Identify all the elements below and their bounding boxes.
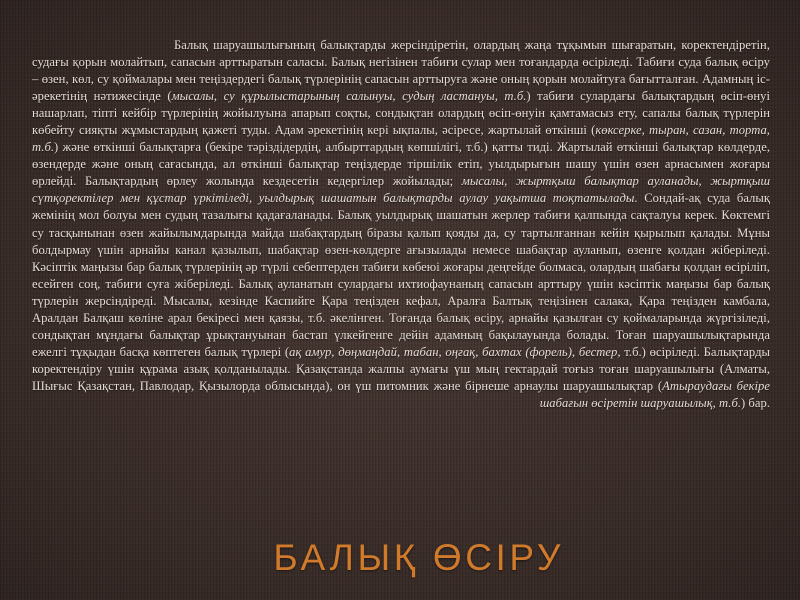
italic-run: мысалы, су құрылыстарының салынуы, судың ластануы, т.б. <box>171 89 527 104</box>
italic-run: мысалы, жыртқыш балықтар ауланады, жыртқыш сүтқоректілер мен құстар үркітіледі, уылдырық шашатын балықтарды аулау уақытша тоқтатылады <box>32 174 770 206</box>
italic-run: көксерке, тыран, сазан, торта, т.б. <box>32 123 770 155</box>
text-run: т.б.) өсіріледі. Балықтарды коректендіру үшін құрама азық қолданылады. Қазақстанда жалпы аумағы үш мың гектардай тоғыз тоған шаруашылығы (Алматы, Шығыс Қазақстан, Павлодар, Қызылорда облысында), он үш питомник және бірнеше арнаулы шаруашылықтар ( <box>32 344 771 393</box>
text-run: Балық шаруашылығының балықтарды жерсіндіретін, олардың жаңа тұқымын шығаратын, коректендіретін, судағы қорын молайтып, сапасын арттыратын саласы. Балық негізінен табиғи сулар мен тоғандарда өсіріледі. Табиғи суда балық өсіру – өзен, көл, су қоймалары мен теңіздердегі балық түрлерінің сапасын арттыруға және оның қорын молайтуға бағытталған. Адамның іс-әрекетінің нәтижесінде ( <box>32 38 770 104</box>
body-paragraph <box>32 37 770 412</box>
text-run: . Сондай-ақ суда балық жемінің мол болуы мен судың тазалығы қадағаланады. Балық уылдырық шашатын жерлер табиғи қалпында сақталуы керек. Көктемгі су тасқынынан өзен жайылымдарында майда шабақтардың біразы қалып қояды да, су тартылғаннан кейін қырылып қалады. Мұны болдырмау үшін арнайы канал қазылып, шабақтар өзен-көлдерге ағызылады немесе шабақтар ауланып, өзенге қолдан жіберіледі. Кәсіптік маңызы бар балық түрлерінің әр түрлі себептерден табиғи көбеюі жоғары деңгейде болмаса, олардың шабағы қолдан өсіріліп, есейген соң, табиғи суға жіберіледі. Балық ауланатын сулардағы ихтиофаунаның сапасын арттыру үшін кәсіптік маңызы бар балық түрлерін жерсіндіреді. Мысалы, кезінде Каспийге Қара теңізден кефал, Аралға Балтық теңізінен салака, Қара теңізден камбала, Аралдан Балқаш көліне арал бекіресі мен қаязы, т.б. әкелінген. Тоғанда балық өсіру, арнайы қазылған су қоймаларында жүргізіледі, сондықтан мұндағы балықтар ұрықтануынан бастап үлкейгенге дейін адамның бақылауында болады. Тоған шаруашылықтарында ежелгі тұқыдан басқа көптеген балық түрлері ( <box>32 191 771 359</box>
slide-title: БАЛЫҚ ӨСІРУ <box>273 537 564 578</box>
text-run: ) және өткінші балықтарға (бекіре тәріздідердің, албырттардың көпшілігі, т.б.) қатты тиді. Жартылай өткінші балықтар көлдерде, өзендерде және оның сағасында, ал өткінші балықтар теңіздерде тіршілік етіп, уылдырығын шашу үшін өзен арнасымен жоғары өрлейді. Балықтардың өрлеу жолында кездесетін кедергілер жойылады; <box>32 140 770 189</box>
text-run: ) бар. <box>741 395 770 410</box>
italic-run: ақ амур, дөңмаңдай, табан, оңғақ, бахтах (форель), бестер, <box>289 344 621 359</box>
italic-run: Атыраудағы бекіре шабағын өсіретін шаруашылық, т.б. <box>539 378 770 410</box>
text-run: ) табиғи сулардағы балықтардың өсіп-өнуі нашарлап, тіпті кейбір түрлерінің жойылуына апарып соқты, сондықтан олардың өсіп-өнуін қамтамасыз ету, сапалы балық түрлерін көбейту сияқты жұмыстардың қажеті туды. Адам әрекетінің кері ықпалы, әсіресе, жартылай өткінші ( <box>32 89 770 138</box>
